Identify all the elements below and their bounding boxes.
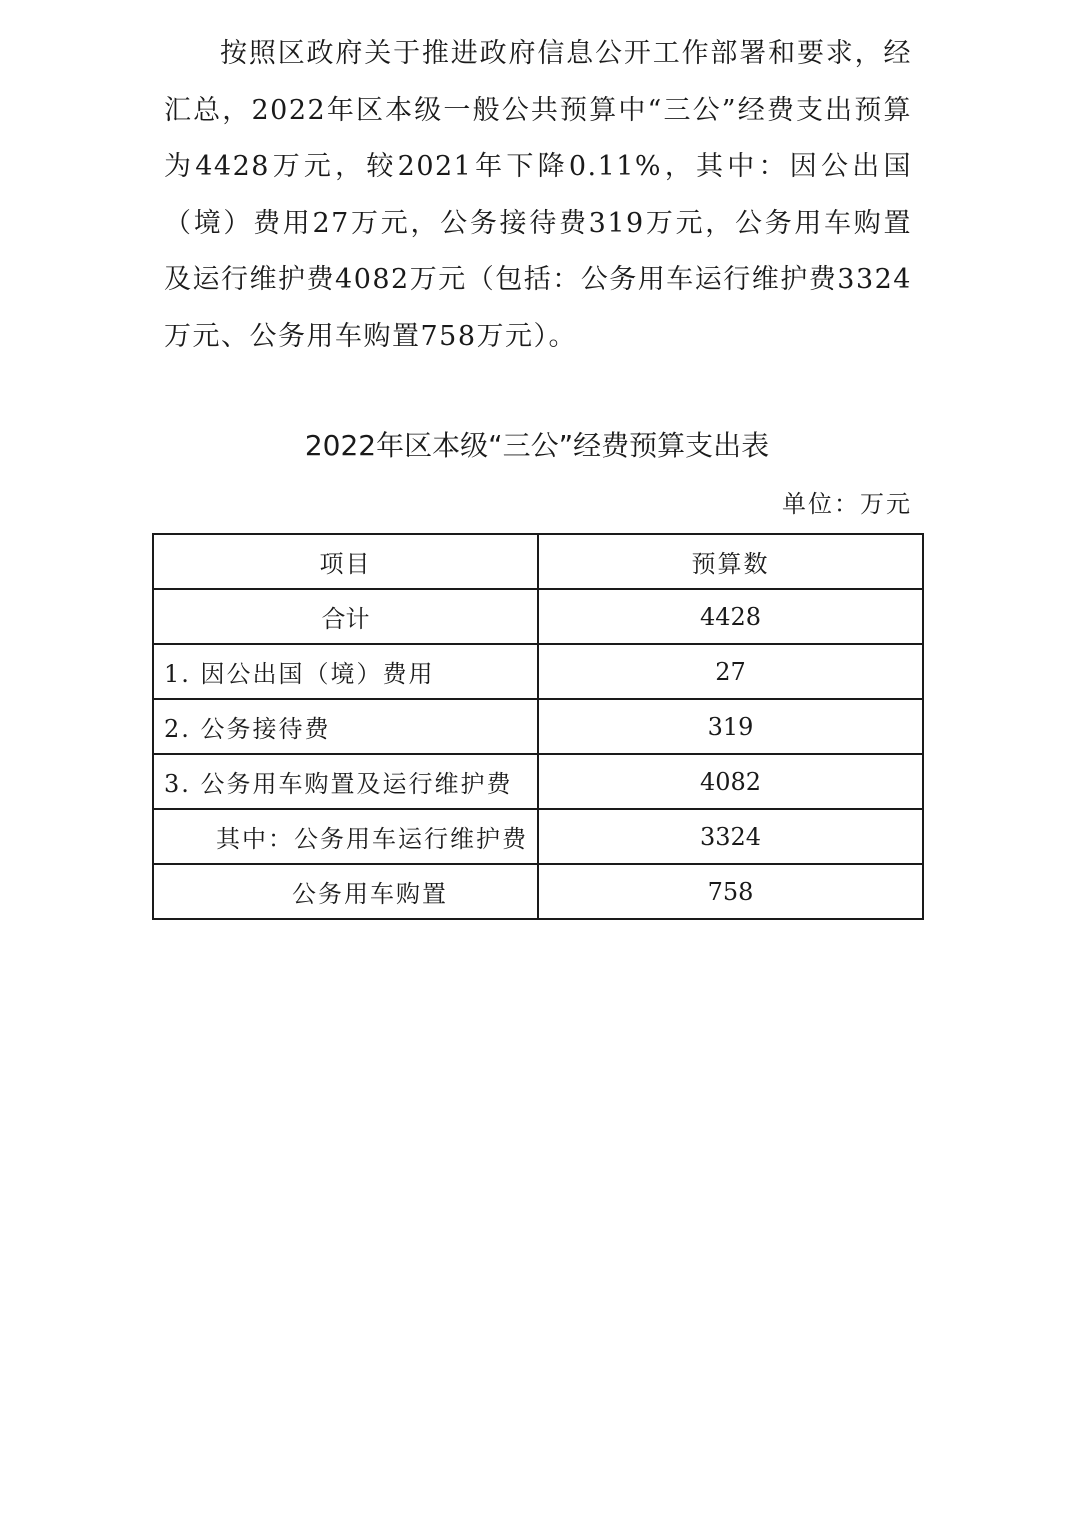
- row-label: 1. 因公出国（境）费用: [153, 644, 538, 699]
- row-label: 公务用车购置: [153, 864, 538, 919]
- row-value: 319: [538, 699, 923, 754]
- header-budget: 预算数: [538, 534, 923, 589]
- row-value: 4082: [538, 754, 923, 809]
- row-value: 758: [538, 864, 923, 919]
- unit-label: 单位：万元: [782, 490, 912, 518]
- budget-table: [152, 533, 924, 920]
- table-header-row: [153, 534, 923, 589]
- table-row-total: [153, 589, 923, 644]
- table-row: [153, 644, 923, 699]
- table-row: [153, 809, 923, 864]
- row-label: 其中：公务用车运行维护费: [153, 809, 538, 864]
- table-row: [153, 699, 923, 754]
- row-value: 3324: [538, 809, 923, 864]
- intro-paragraph: 按照区政府关于推进政府信息公开工作部署和要求，经汇总，2022年区本级一般公共预算中“三公”经费支出预算为4428万元，较2021年下降0.11%，其中：因公出国（境）费用27万元，公务接待费319万元，公务用车购置及运行维护费4082万元（包括：公务用车运行维护费3324万元、公务用车购置758万元）。: [164, 38, 912, 352]
- total-value: 4428: [538, 589, 923, 644]
- row-label: 2. 公务接待费: [153, 699, 538, 754]
- table-row: [153, 754, 923, 809]
- header-item: 项目: [153, 534, 538, 589]
- total-label: 合计: [153, 589, 538, 644]
- table-title: 2022年区本级“三公”经费预算支出表: [304, 429, 770, 462]
- row-value: 27: [538, 644, 923, 699]
- table-row: [153, 864, 923, 919]
- row-label: 3. 公务用车购置及运行维护费: [153, 754, 538, 809]
